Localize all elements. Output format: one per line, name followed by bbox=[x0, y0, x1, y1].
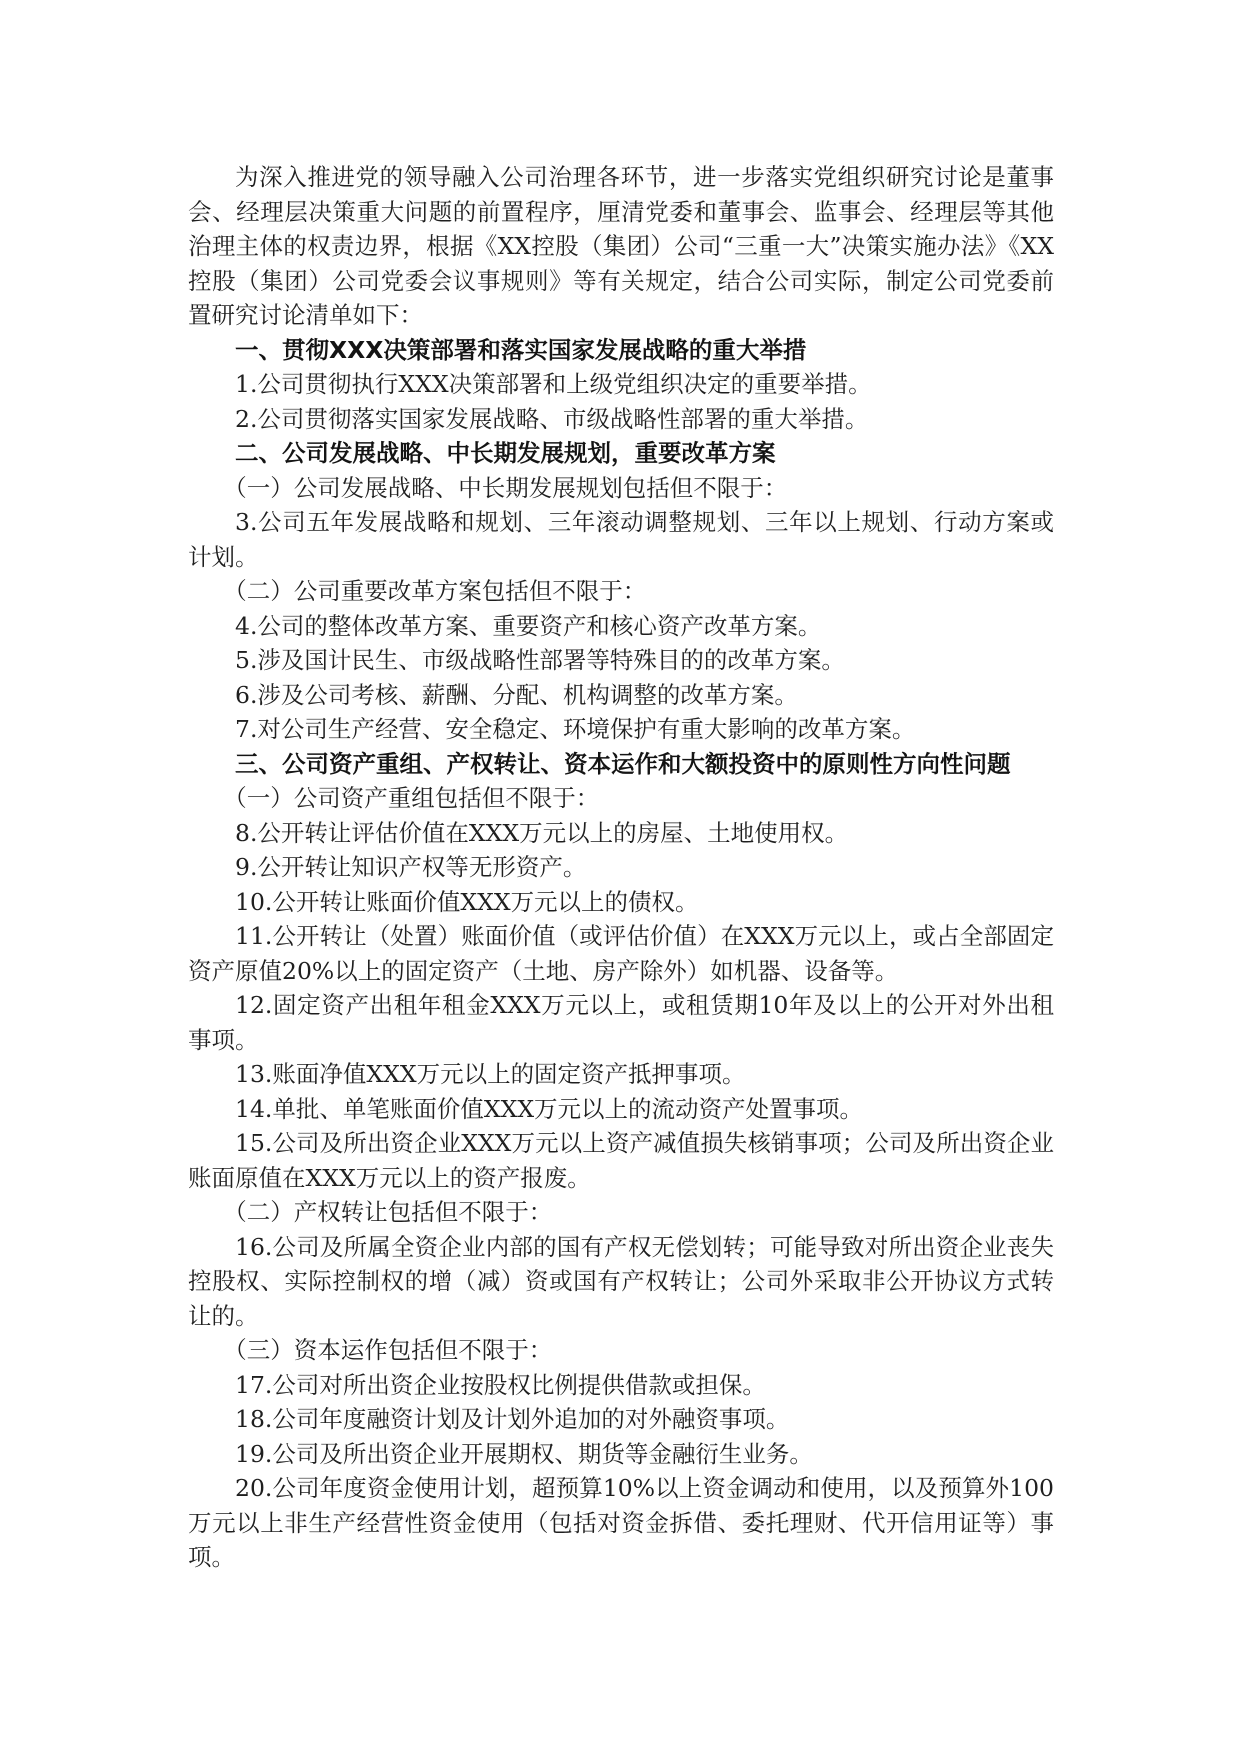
section-heading: 二、公司发展战略、中长期发展规划，重要改革方案 bbox=[235, 439, 776, 467]
list-item: 17.公司对所出资企业按股权比例提供借款或担保。 bbox=[235, 1370, 766, 1399]
list-item: 7.对公司生产经营、安全稳定、环境保护有重大影响的改革方案。 bbox=[235, 715, 916, 743]
list-item: 13.账面净值XXX万元以上的固定资产抵押事项。 bbox=[235, 1060, 746, 1088]
list-item: 18.公司年度融资计划及计划外追加的对外融资事项。 bbox=[235, 1405, 790, 1433]
list-item: 19.公司及所出资企业开展期权、期货等金融衍生业务。 bbox=[235, 1439, 813, 1468]
list-item: 1.公司贯彻执行XXX决策部署和上级党组织决定的重要举措。 bbox=[235, 370, 872, 398]
section-heading: 三、公司资产重组、产权转让、资本运作和大额投资中的原则性方向性问题 bbox=[235, 749, 1011, 778]
list-item: 2.公司贯彻落实国家发展战略、市级战略性部署的重大举措。 bbox=[235, 404, 869, 433]
intro-paragraph: 为深入推进党的领导融入公司治理各环节，进一步落实党组织研究讨论是董事会、经理层决策重大问题的前置程序，厘清党委和董事会、监事会、经理层等其他治理主体的权责边界，根据《XX控股（集团）公司“三重一大”决策实施办法》《XX控股（集团）公司党委会议事规则》等有关规定，结合公司实际，制定公司党委前置研究讨论清单如下： bbox=[188, 163, 1054, 329]
subsection-heading: （三）资本运作包括但不限于： bbox=[223, 1336, 553, 1364]
list-item: 15.公司及所出资企业XXX万元以上资产减值损失核销事项；公司及所出资企业账面原值在XXX万元以上的资产报废。 bbox=[188, 1129, 1054, 1192]
list-item: 3.公司五年发展战略和规划、三年滚动调整规划、三年以上规划、行动方案或计划。 bbox=[188, 508, 1054, 571]
list-item: 9.公开转让知识产权等无形资产。 bbox=[235, 853, 587, 881]
subsection-heading: （二）产权转让包括但不限于： bbox=[223, 1198, 553, 1226]
list-item: 4.公司的整体改革方案、重要资产和核心资产改革方案。 bbox=[235, 611, 822, 640]
list-item: 6.涉及公司考核、薪酬、分配、机构调整的改革方案。 bbox=[235, 680, 798, 709]
list-item: 14.单批、单笔账面价值XXX万元以上的流动资产处置事项。 bbox=[235, 1094, 864, 1123]
subsection-heading: （一）公司资产重组包括但不限于： bbox=[223, 784, 600, 812]
list-item: 20.公司年度资金使用计划，超预算10%以上资金调动和使用，以及预算外100万元以上非生产经营性资金使用（包括对资金拆借、委托理财、代开信用证等）事项。 bbox=[188, 1474, 1054, 1571]
document-body bbox=[188, 160, 1054, 1575]
subsection-heading: （一）公司发展战略、中长期发展规划包括但不限于： bbox=[223, 473, 788, 502]
section-heading: 一、贯彻XXX决策部署和落实国家发展战略的重大举措 bbox=[235, 335, 807, 364]
list-item: 8.公开转让评估价值在XXX万元以上的房屋、土地使用权。 bbox=[235, 818, 849, 847]
subsection-heading: （二）公司重要改革方案包括但不限于： bbox=[223, 577, 647, 605]
list-item: 5.涉及国计民生、市级战略性部署等特殊目的的改革方案。 bbox=[235, 646, 845, 674]
list-item: 11.公开转让（处置）账面价值（或评估价值）在XXX万元以上，或占全部固定资产原值20%以上的固定资产（土地、房产除外）如机器、设备等。 bbox=[188, 922, 1054, 985]
list-item: 16.公司及所属全资企业内部的国有产权无偿划转；可能导致对所出资企业丧失控股权、实际控制权的增（减）资或国有产权转让；公司外采取非公开协议方式转让的。 bbox=[188, 1232, 1054, 1330]
list-item: 10.公开转让账面价值XXX万元以上的债权。 bbox=[235, 887, 699, 916]
list-item: 12.固定资产出租年租金XXX万元以上，或租赁期10年及以上的公开对外出租事项。 bbox=[188, 991, 1054, 1054]
